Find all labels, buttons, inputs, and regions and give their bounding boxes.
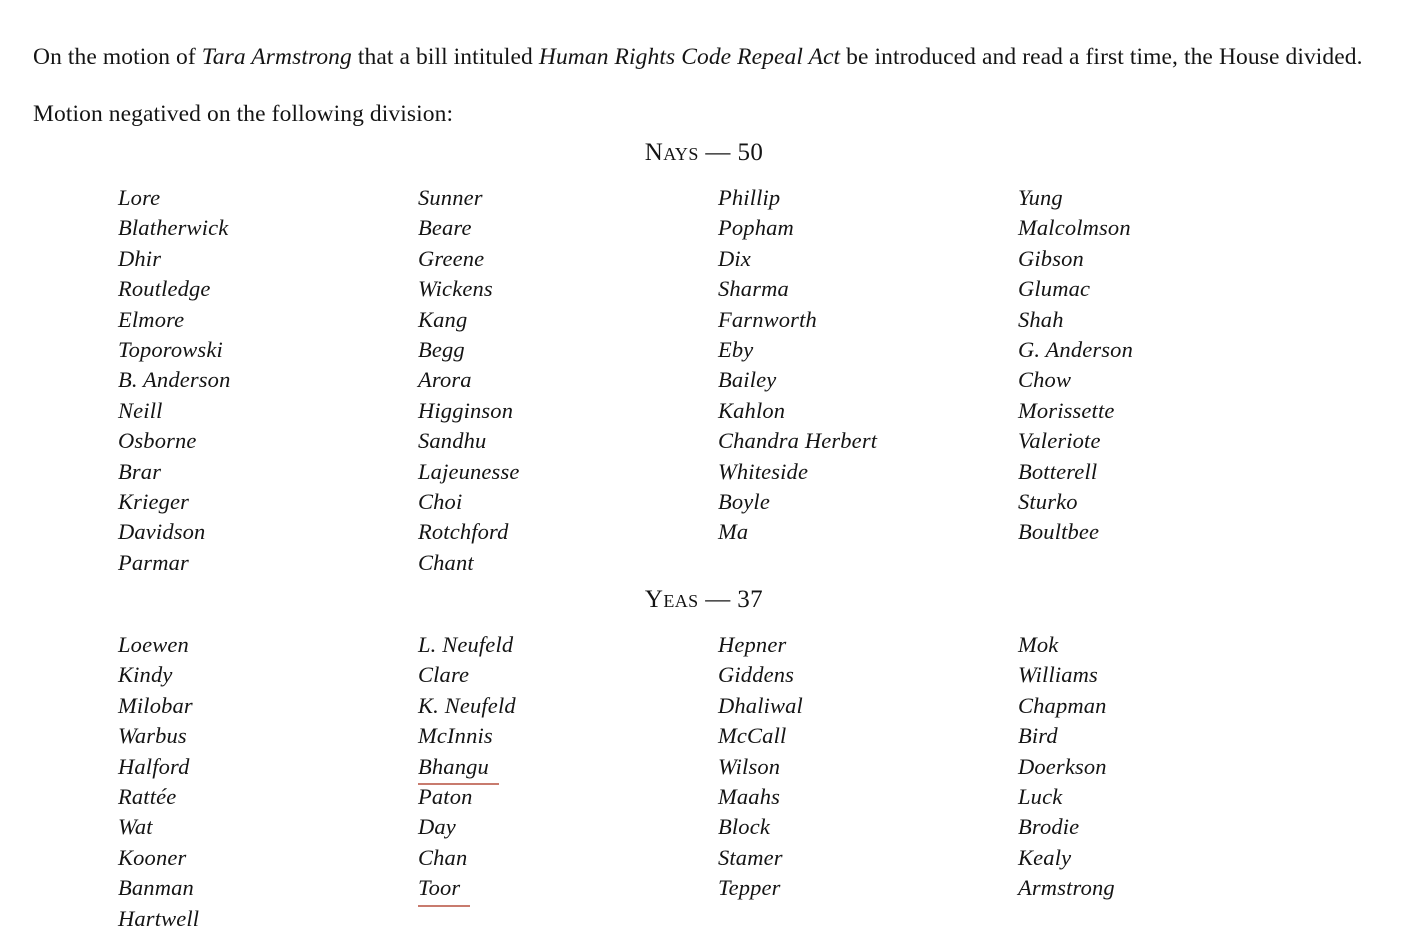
member-name: Chant xyxy=(418,549,474,575)
member-name: Dhaliwal xyxy=(718,692,803,718)
member-name: Lore xyxy=(118,185,161,210)
member-name: Tepper xyxy=(718,875,781,901)
member-name: Glumac xyxy=(1018,276,1091,302)
member-name: Bailey xyxy=(718,367,777,393)
member-name: Dhir xyxy=(118,245,162,271)
member-name: Banman xyxy=(118,875,194,901)
member-name: Kooner xyxy=(118,844,187,870)
member-name: Block xyxy=(718,814,770,840)
member-name: Neill xyxy=(118,397,163,423)
member-name: Hartwell xyxy=(118,905,200,931)
member-name: Gibson xyxy=(1018,245,1084,271)
nays-label: Nays xyxy=(644,139,699,166)
yeas-column-2 xyxy=(418,630,718,904)
member-name: Chan xyxy=(418,844,468,870)
member-name: Clare xyxy=(418,662,470,688)
nays-column-2 xyxy=(418,183,718,578)
member-name: Sandhu xyxy=(418,428,487,454)
member-name: Boultbee xyxy=(1018,519,1100,545)
member-name: Mok xyxy=(1018,632,1059,657)
member-name: Valeriote xyxy=(1018,428,1101,454)
nays-column-4 xyxy=(1018,183,1318,548)
member-name: Sunner xyxy=(418,185,483,210)
member-name: Bird xyxy=(1018,723,1058,749)
yeas-count: 37 xyxy=(737,586,764,613)
member-name: Loewen xyxy=(118,632,189,657)
yeas-column-1 xyxy=(118,630,418,934)
mover-name: Tara Armstrong xyxy=(201,43,352,70)
member-name: McCall xyxy=(718,723,787,749)
member-name: Botterell xyxy=(1018,458,1098,484)
member-name: L. Neufeld xyxy=(418,632,514,657)
motion-text-lead: On the motion of xyxy=(33,43,202,70)
member-name: Sharma xyxy=(718,276,789,302)
nays-column-3 xyxy=(718,183,1018,548)
motion-result-paragraph: Motion negatived on the following division: xyxy=(33,100,454,127)
member-name: Yung xyxy=(1018,185,1063,210)
member-name: Brodie xyxy=(1018,814,1080,840)
member-name: Doerkson xyxy=(1018,753,1107,779)
yeas-column-3 xyxy=(718,630,1018,904)
member-name: Toporowski xyxy=(118,337,223,363)
member-name: Elmore xyxy=(118,306,185,332)
member-name: Kealy xyxy=(1018,844,1072,870)
member-name: B. Anderson xyxy=(118,367,231,393)
member-name: Wilson xyxy=(718,753,781,779)
member-name: Brar xyxy=(118,458,162,484)
member-name: Dix xyxy=(718,245,751,271)
member-name: Giddens xyxy=(718,662,795,688)
member-name: Halford xyxy=(118,753,190,779)
member-name: Chow xyxy=(1018,367,1072,393)
member-name: Toor xyxy=(418,873,470,906)
member-name: McInnis xyxy=(418,723,493,749)
member-name: Higginson xyxy=(418,397,514,423)
member-name: Milobar xyxy=(118,692,193,718)
member-name: Kang xyxy=(418,306,468,332)
yeas-separator: — xyxy=(698,586,738,613)
member-name: Maahs xyxy=(718,784,780,810)
motion-text-tail: be introduced and read a first time, the House divided. xyxy=(840,43,1363,70)
member-name: Eby xyxy=(718,337,754,363)
member-name: Parmar xyxy=(118,549,189,575)
member-name: Choi xyxy=(418,489,463,515)
member-name: Warbus xyxy=(118,723,187,749)
yeas-name-grid xyxy=(118,630,1368,934)
member-name: Morissette xyxy=(1018,397,1115,423)
member-name: Rotchford xyxy=(418,519,509,545)
motion-statement-paragraph xyxy=(33,42,1363,72)
member-name: Davidson xyxy=(118,519,206,545)
yeas-label: Yeas xyxy=(644,586,699,613)
member-name: Popham xyxy=(718,215,794,241)
member-name: Rattée xyxy=(118,784,177,810)
member-name: Blatherwick xyxy=(118,215,229,241)
member-name: G. Anderson xyxy=(1018,337,1133,363)
member-name: Ma xyxy=(718,519,749,545)
motion-text-middle: that a bill intituled xyxy=(351,43,539,70)
member-name: Lajeunesse xyxy=(418,458,520,484)
member-name: Boyle xyxy=(718,489,770,515)
member-name: Hepner xyxy=(718,632,787,657)
member-name: Chandra Herbert xyxy=(718,428,878,454)
member-name: Whiteside xyxy=(718,458,809,484)
member-name: Stamer xyxy=(718,844,783,870)
member-name: Kahlon xyxy=(718,397,786,423)
member-name: Greene xyxy=(418,245,485,271)
member-name: Krieger xyxy=(118,489,190,515)
yeas-division-heading xyxy=(0,586,1408,614)
member-name: Armstrong xyxy=(1018,875,1115,901)
member-name: K. Neufeld xyxy=(418,692,516,718)
member-name: Beare xyxy=(418,215,472,241)
member-name: Phillip xyxy=(718,185,781,210)
member-name: Sturko xyxy=(1018,489,1078,515)
bill-title: Human Rights Code Repeal Act xyxy=(538,43,841,70)
member-name: Arora xyxy=(418,367,472,393)
nays-name-grid xyxy=(118,183,1368,578)
member-name: Williams xyxy=(1018,662,1098,688)
member-name: Routledge xyxy=(118,276,211,302)
member-name: Osborne xyxy=(118,428,197,454)
member-name: Shah xyxy=(1018,306,1064,332)
nays-count: 50 xyxy=(737,139,764,166)
member-name: Day xyxy=(418,814,456,840)
member-name: Luck xyxy=(1018,784,1063,810)
member-name: Bhangu xyxy=(418,752,499,785)
member-name: Begg xyxy=(418,337,465,363)
member-name: Wickens xyxy=(418,276,493,302)
nays-division-heading xyxy=(0,139,1408,167)
member-name: Chapman xyxy=(1018,692,1107,718)
member-name: Paton xyxy=(418,784,473,810)
member-name: Farnworth xyxy=(718,306,817,332)
member-name: Kindy xyxy=(118,662,173,688)
nays-column-1 xyxy=(118,183,418,578)
yeas-column-4 xyxy=(1018,630,1318,904)
member-name: Wat xyxy=(118,814,153,840)
nays-separator: — xyxy=(698,139,738,166)
member-name: Malcolmson xyxy=(1018,215,1131,241)
